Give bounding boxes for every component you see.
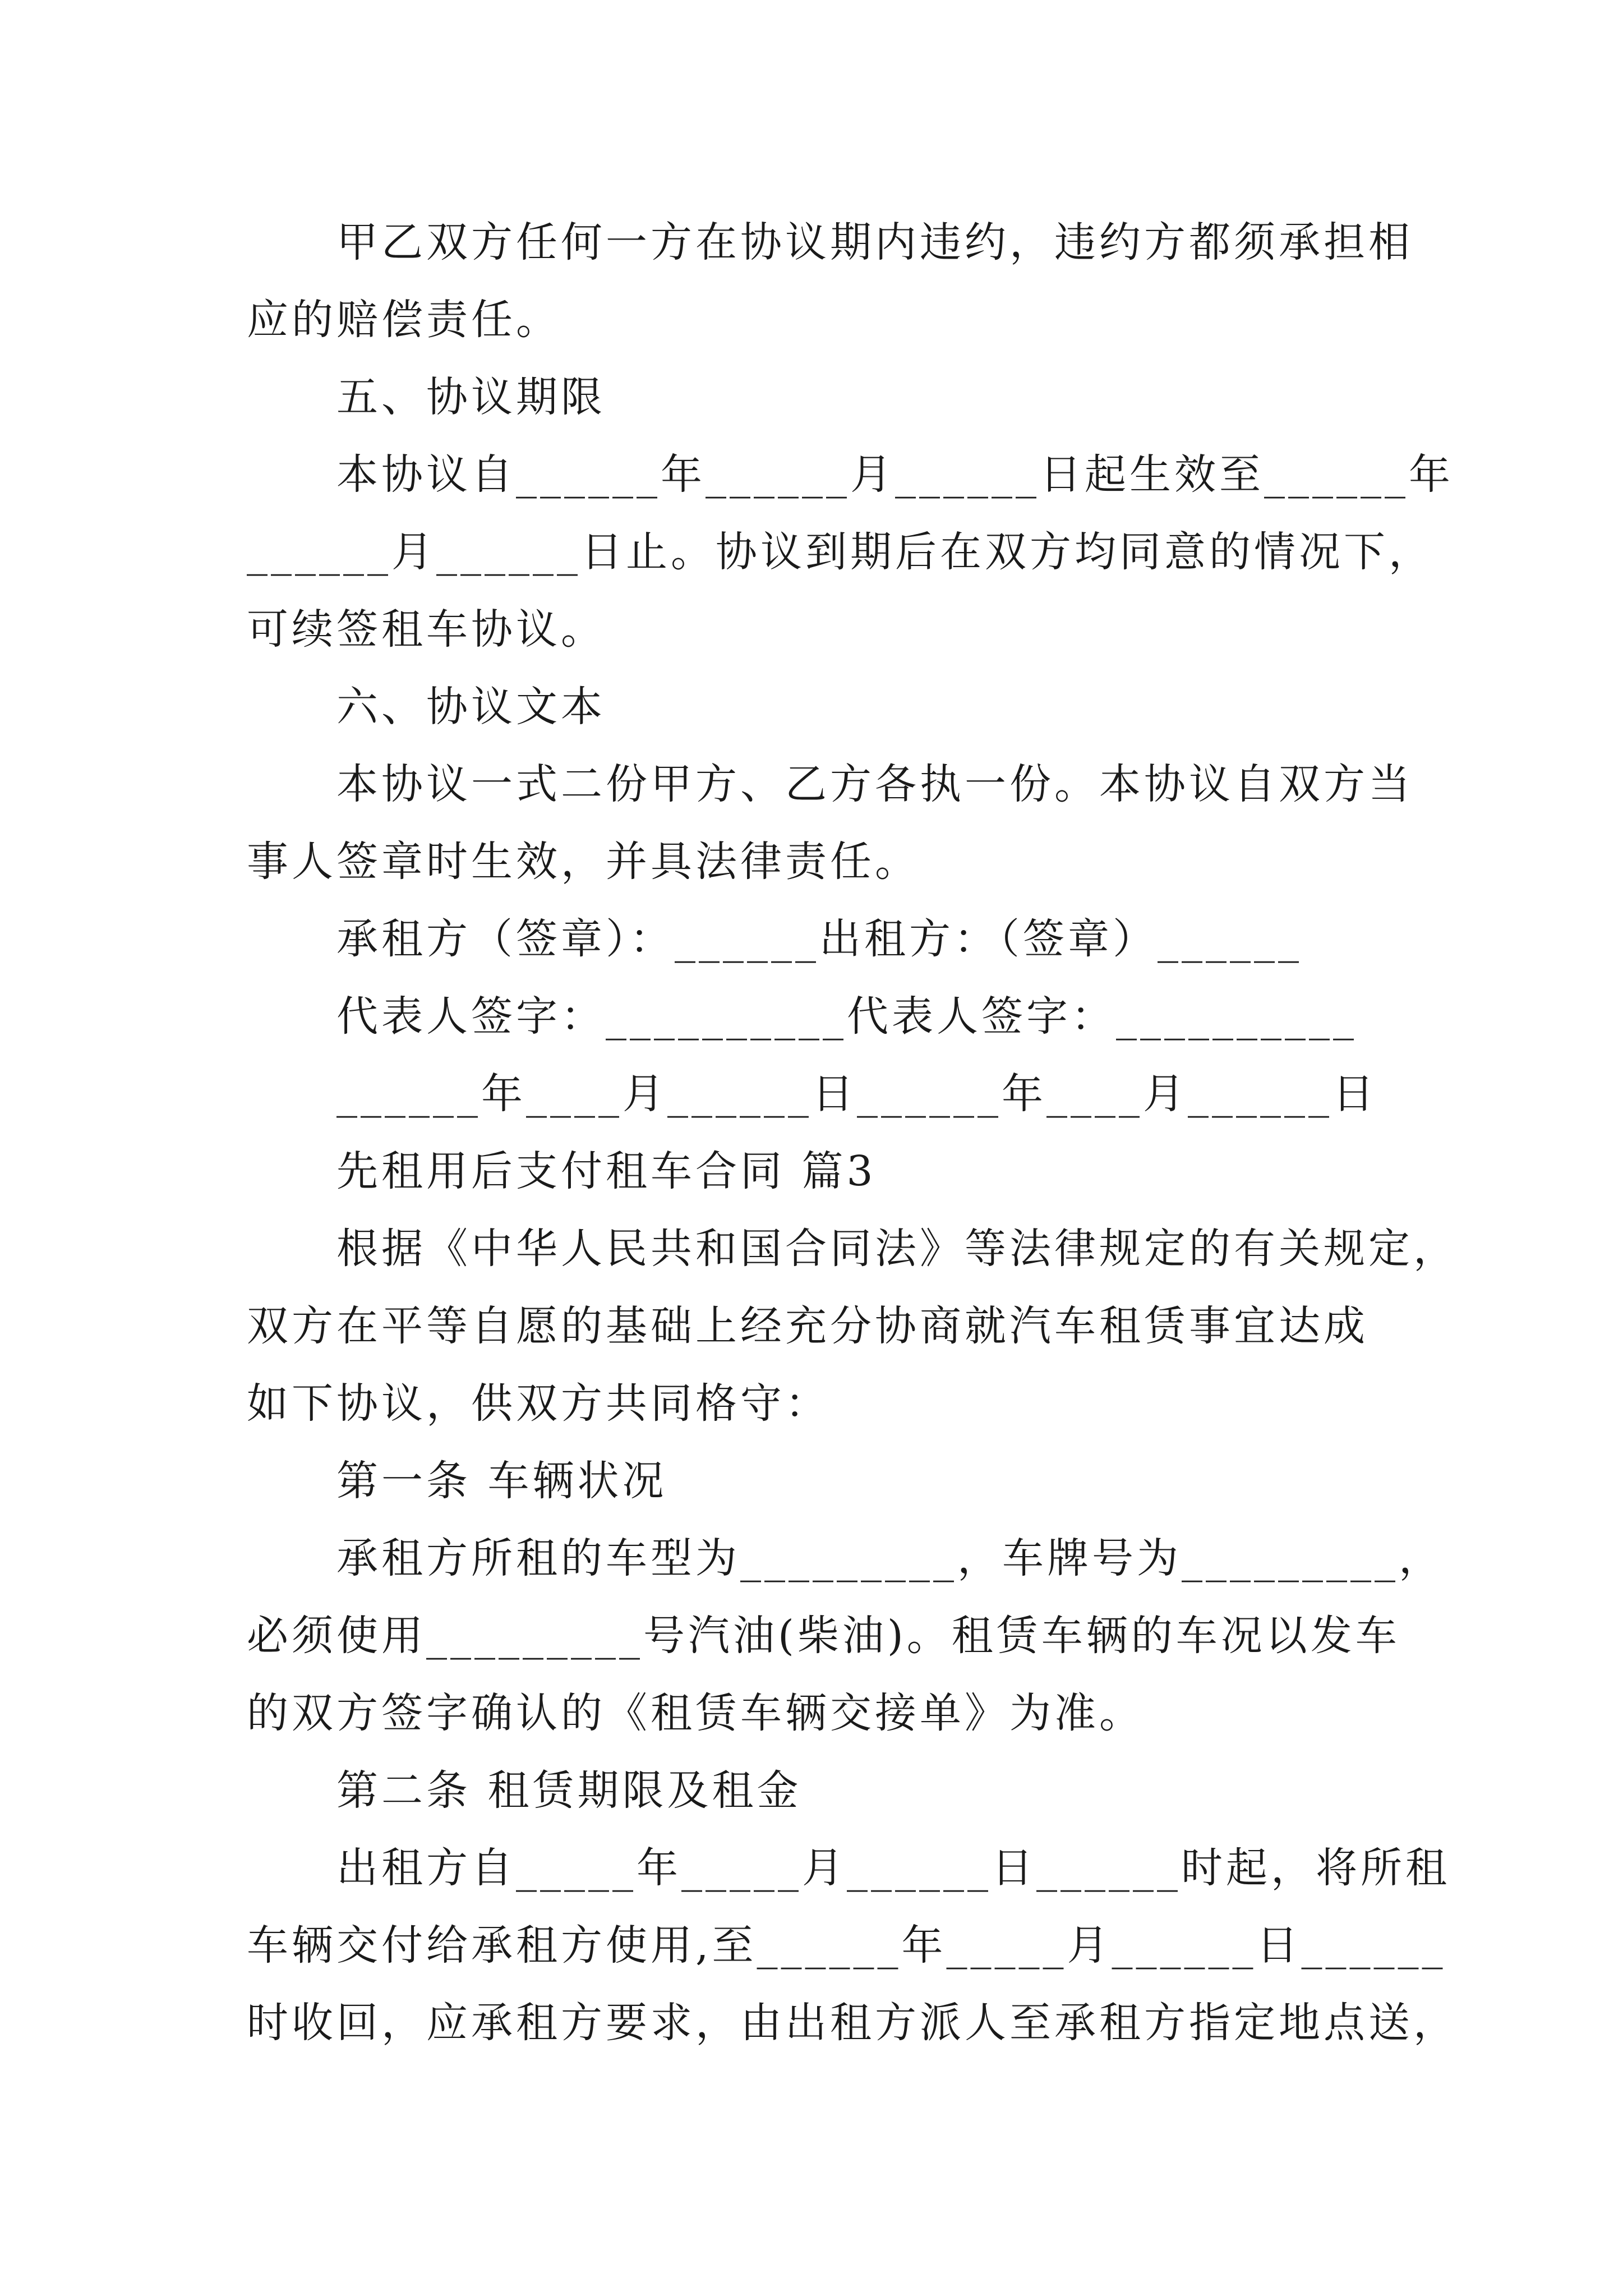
text-line: 事人签章时生效，并具法律责任。 <box>247 838 920 886</box>
text-line: 双方在平等自愿的基础上经充分协商就汽车租赁事宜达成 <box>247 1302 1368 1350</box>
section-heading: 第二条 租赁期限及租金 <box>336 1766 802 1815</box>
text-line: 出租方自_____年_____月______日______时起，将所租 <box>336 1844 1450 1892</box>
signature-line: 代表人签字：__________代表人签字：__________ <box>336 992 1357 1041</box>
text-line: 的双方签字确认的《租赁车辆交接单》为准。 <box>247 1689 1144 1737</box>
text-line: 根据《中华人民共和国合同法》等法律规定的有关规定， <box>336 1225 1458 1273</box>
text-line: ______月______日止。协议到期后在双方均同意的情况下， <box>247 528 1433 576</box>
text-line: 如下协议，供双方共同格守： <box>247 1379 830 1428</box>
text-line: 可续签租车协议。 <box>247 605 606 654</box>
text-line: 时收回，应承租方要求，由出租方派人至承租方指定地点送， <box>247 1999 1458 2047</box>
text-line: 应的赔偿责任。 <box>247 296 561 344</box>
text-line: 本协议自______年______月______日起生效至______年 <box>336 450 1454 499</box>
signature-line: 承租方（签章）：______出租方：（签章）______ <box>336 915 1302 963</box>
text-line: 甲乙双方任何一方在协议期内违约，违约方都须承担相 <box>336 218 1413 266</box>
section-heading: 五、协议期限 <box>336 373 606 421</box>
contract-title: 先租用后支付租车合同 篇3 <box>336 1147 877 1195</box>
text-line: 车辆交付给承租方使用,至______年_____月______日______ <box>247 1921 1446 1970</box>
text-line: 必须使用_________号汽油(柴油)。租赁车辆的车况以发车 <box>247 1612 1400 1660</box>
text-line: 承租方所租的车型为_________，车牌号为_________， <box>336 1534 1444 1582</box>
section-heading: 第一条 车辆状况 <box>336 1457 667 1505</box>
text-line: 本协议一式二份甲方、乙方各执一份。本协议自双方当 <box>336 760 1413 808</box>
date-line: ______年____月______日______年____月______日 <box>336 1070 1377 1118</box>
section-heading: 六、协议文本 <box>336 683 606 731</box>
